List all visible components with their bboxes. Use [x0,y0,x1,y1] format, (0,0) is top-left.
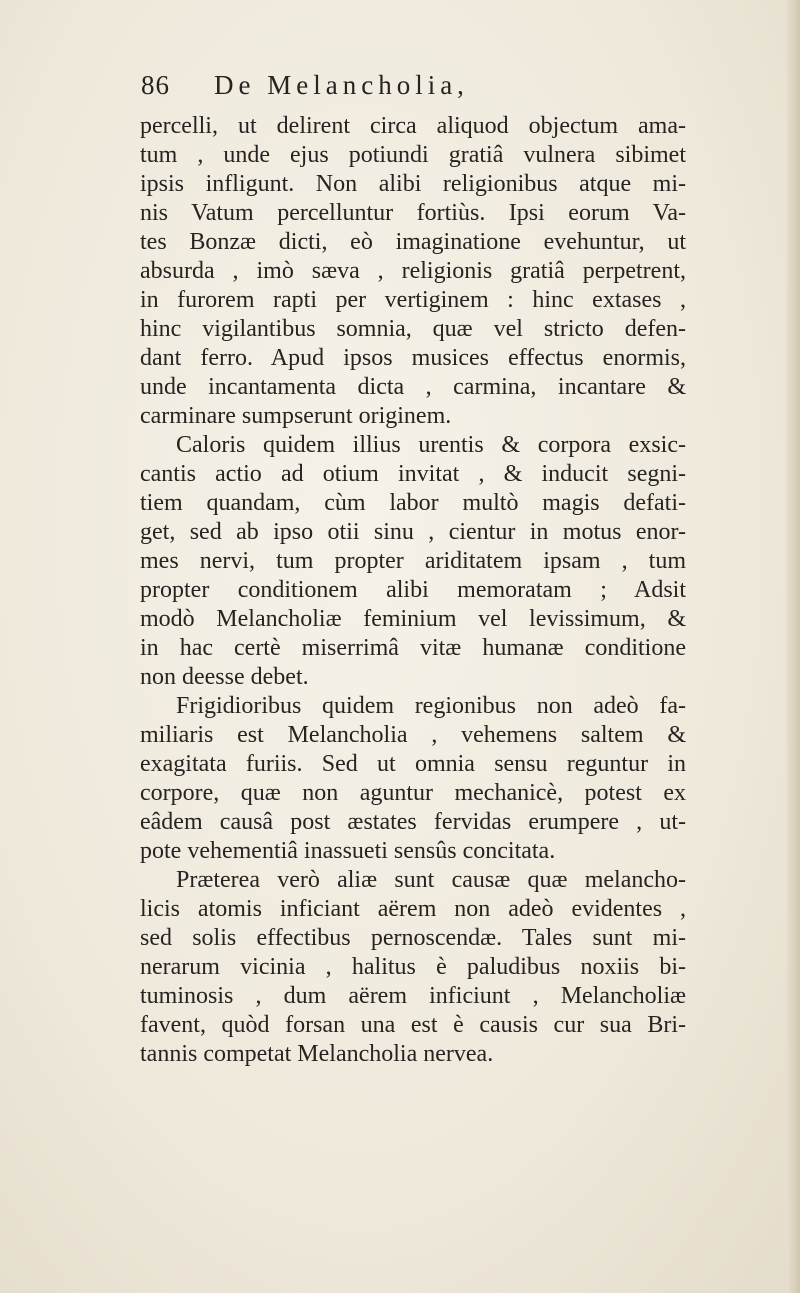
text-line: unde incantamenta dicta , carmina, incantare & [140,374,686,400]
text-line: favent, quòd forsan una est è causis cur sua Bri- [140,1012,686,1038]
body-text [140,112,686,1069]
text-line: non deesse debet. [140,664,309,690]
text-line: mes nervi, tum propter ariditatem ipsam , tum [140,548,686,574]
page-number: 86 [141,70,170,100]
text-line: tum , unde ejus potiundi gratiâ vulnera sibimet [140,142,686,168]
text-line: tuminosis , dum aërem inficiunt , Melancholiæ [140,983,686,1009]
text-line: carminare sumpserunt originem. [140,403,452,429]
text-line: exagitata furiis. Sed ut omnia sensu reguntur in [140,751,686,777]
text-line: eâdem causâ post æstates fervidas erumpere , ut- [140,809,686,835]
text-line: nerarum vicinia , halitus è paludibus noxiis bi- [140,954,686,980]
text-line: dant ferro. Apud ipsos musices effectus enormis, [140,345,686,371]
text-line: hinc vigilantibus somnia, quæ vel stricto defen- [140,316,686,342]
text-line: nis Vatum percelluntur fortiùs. Ipsi eorum Va- [140,200,686,226]
text-line: corpore, quæ non aguntur mechanicè, potest ex [140,780,686,806]
text-line: licis atomis inficiant aërem non adeò evidentes , [140,896,686,922]
text-line: sed solis effectibus pernoscendæ. Tales sunt mi- [140,925,686,951]
page-header [141,66,681,106]
text-line: in furorem rapti per vertiginem : hinc extases , [140,287,686,313]
text-line: Præterea verò aliæ sunt causæ quæ melancho- [176,867,686,893]
text-line: tiem quandam, cùm labor multò magis defati- [140,490,686,516]
text-line: ipsis infligunt. Non alibi religionibus atque mi- [140,171,686,197]
text-line: propter conditionem alibi memoratam ; Adsit [140,577,686,603]
text-line: cantis actio ad otium invitat , & inducit segni- [140,461,686,487]
text-line: tannis competat Melancholia nervea. [140,1041,494,1067]
text-line: get, sed ab ipso otii sinu , cientur in motus enor- [140,519,686,545]
text-line: Caloris quidem illius urentis & corpora exsic- [176,432,686,458]
text-line: absurda , imò sæva , religionis gratiâ perpetrent, [140,258,686,284]
text-line: pote vehementiâ inassueti sensûs concitata. [140,838,556,864]
text-line: tes Bonzæ dicti, eò imaginatione evehuntur, ut [140,229,686,255]
text-line: Frigidioribus quidem regionibus non adeò fa- [176,693,686,719]
text-line: miliaris est Melancholia , vehemens saltem & [140,722,686,748]
text-line: in hac certè miserrimâ vitæ humanæ conditione [140,635,686,661]
running-title: De Melancholia, [214,70,469,100]
text-line: modò Melancholiæ feminium vel levissimum, & [140,606,686,632]
text-line: percelli, ut delirent circa aliquod objectum ama- [140,113,686,139]
page-edge [786,0,800,1293]
